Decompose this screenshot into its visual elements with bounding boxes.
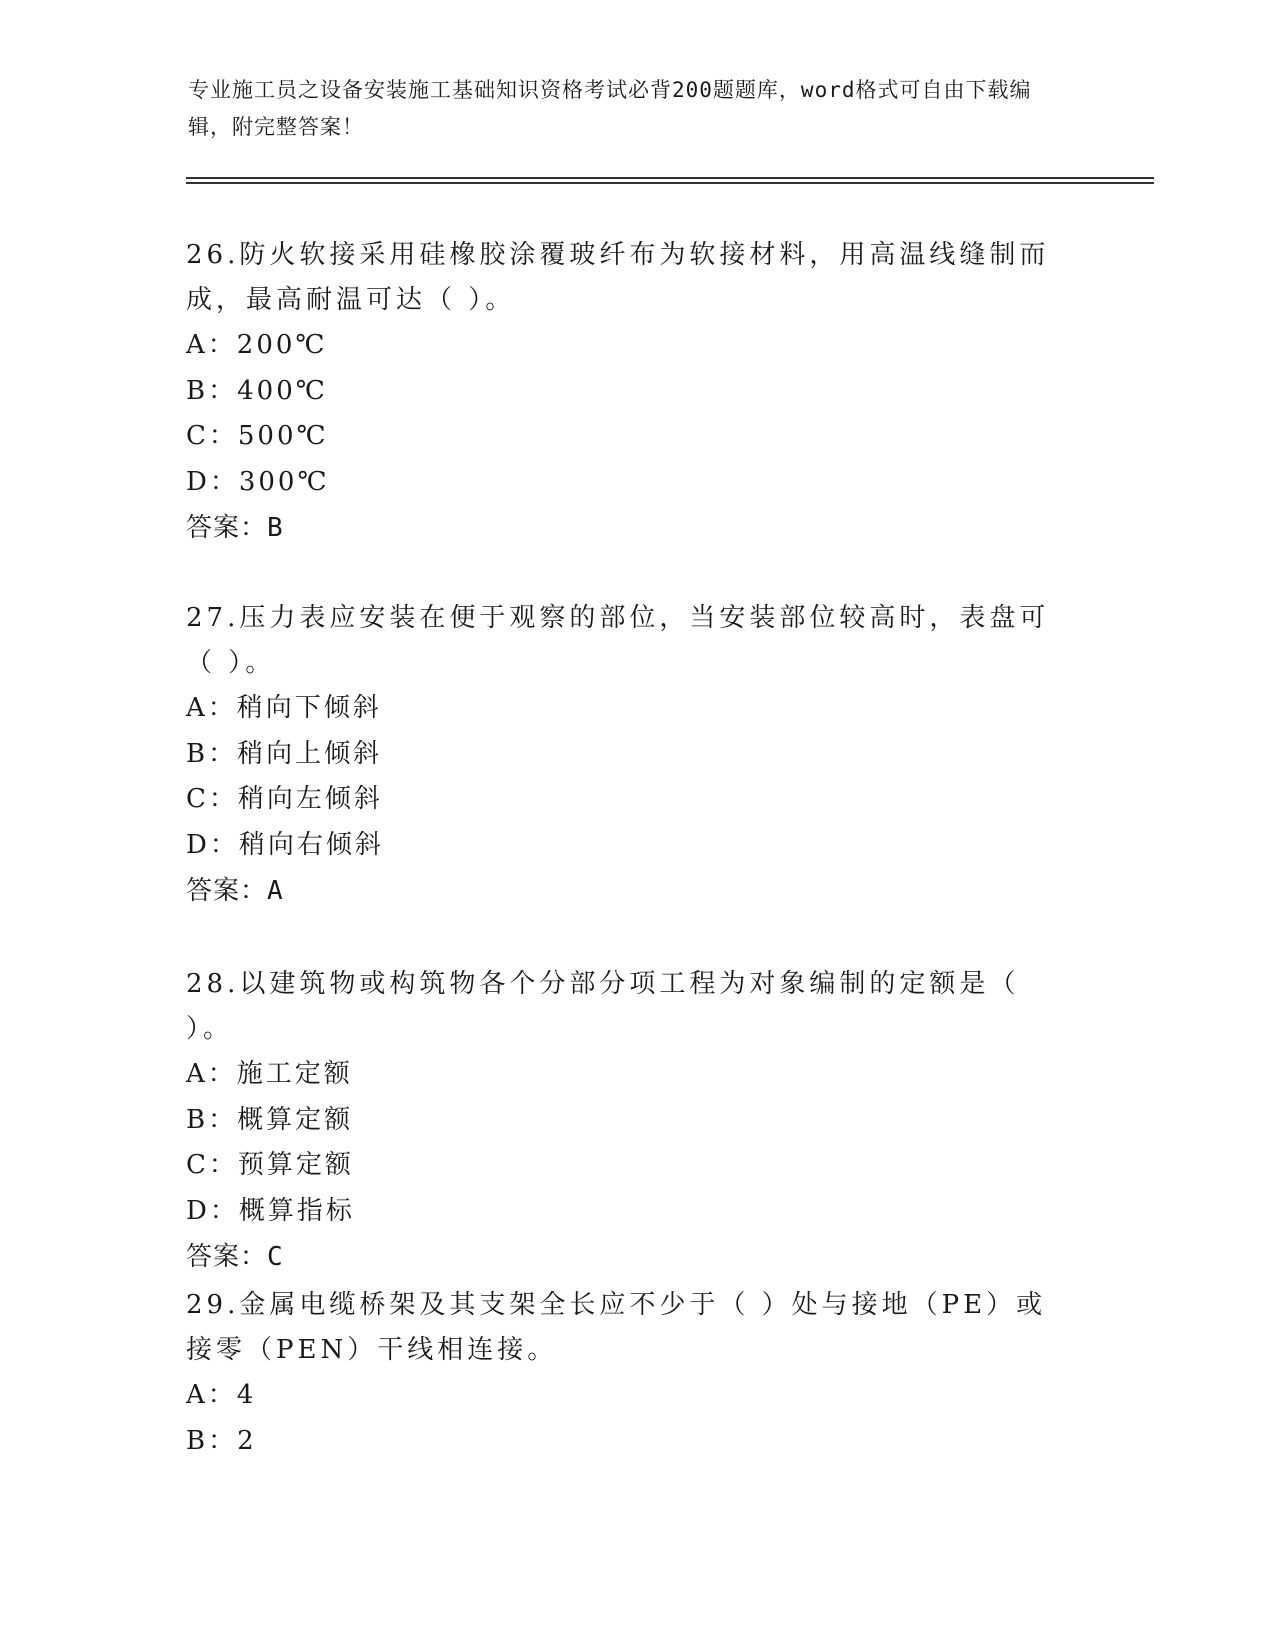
option-c: C：稍向左倾斜: [186, 784, 383, 814]
question-stem: 27.压力表应安装在便于观察的部位，当安装部位较高时，表盘可（ ）。: [186, 603, 1050, 678]
option-b: B：2: [186, 1425, 257, 1456]
question-27: [186, 596, 1076, 914]
option-d: D：概算指标: [186, 1195, 355, 1226]
question-26: [186, 233, 1076, 551]
option-a: A：稍向下倾斜: [186, 693, 382, 723]
option-c: C：预算定额: [186, 1150, 354, 1180]
option-a: A：200℃: [186, 330, 328, 360]
question-stem: 26.防火软接采用硅橡胶涂覆玻纤布为软接材料，用高温线缝制而成，最高耐温可达（ ）。: [186, 240, 1050, 315]
document-header: 专业施工员之设备安装施工基础知识资格考试必背200题题库，word格式可自由下载编辑，附完整答案！: [188, 78, 1032, 139]
option-b: B：概算定额: [186, 1104, 354, 1135]
option-d: D：300℃: [186, 466, 330, 497]
option-a: A：4: [186, 1380, 257, 1410]
option-a: A：施工定额: [186, 1059, 353, 1089]
option-d: D：稍向右倾斜: [186, 829, 384, 860]
header-divider-top: [186, 177, 1154, 179]
answer-line: 答案：A: [186, 876, 284, 906]
question-stem: 28.以建筑物或构筑物各个分部分项工程为对象编制的定额是（ ）。: [186, 969, 1020, 1044]
answer-line: 答案：C: [186, 1242, 284, 1272]
question-stem: 29.金属电缆桥架及其支架全长应不少于（ ）处与接地（PE）或接零（PEN）干线相连接。: [186, 1290, 1047, 1365]
option-b: B：400℃: [186, 375, 328, 406]
option-b: B：稍向上倾斜: [186, 738, 383, 769]
header-divider-bottom: [186, 182, 1154, 184]
option-c: C：500℃: [186, 421, 329, 451]
answer-line: 答案：B: [186, 513, 284, 543]
question-28: [186, 962, 1076, 1280]
question-29: [186, 1283, 1076, 1464]
